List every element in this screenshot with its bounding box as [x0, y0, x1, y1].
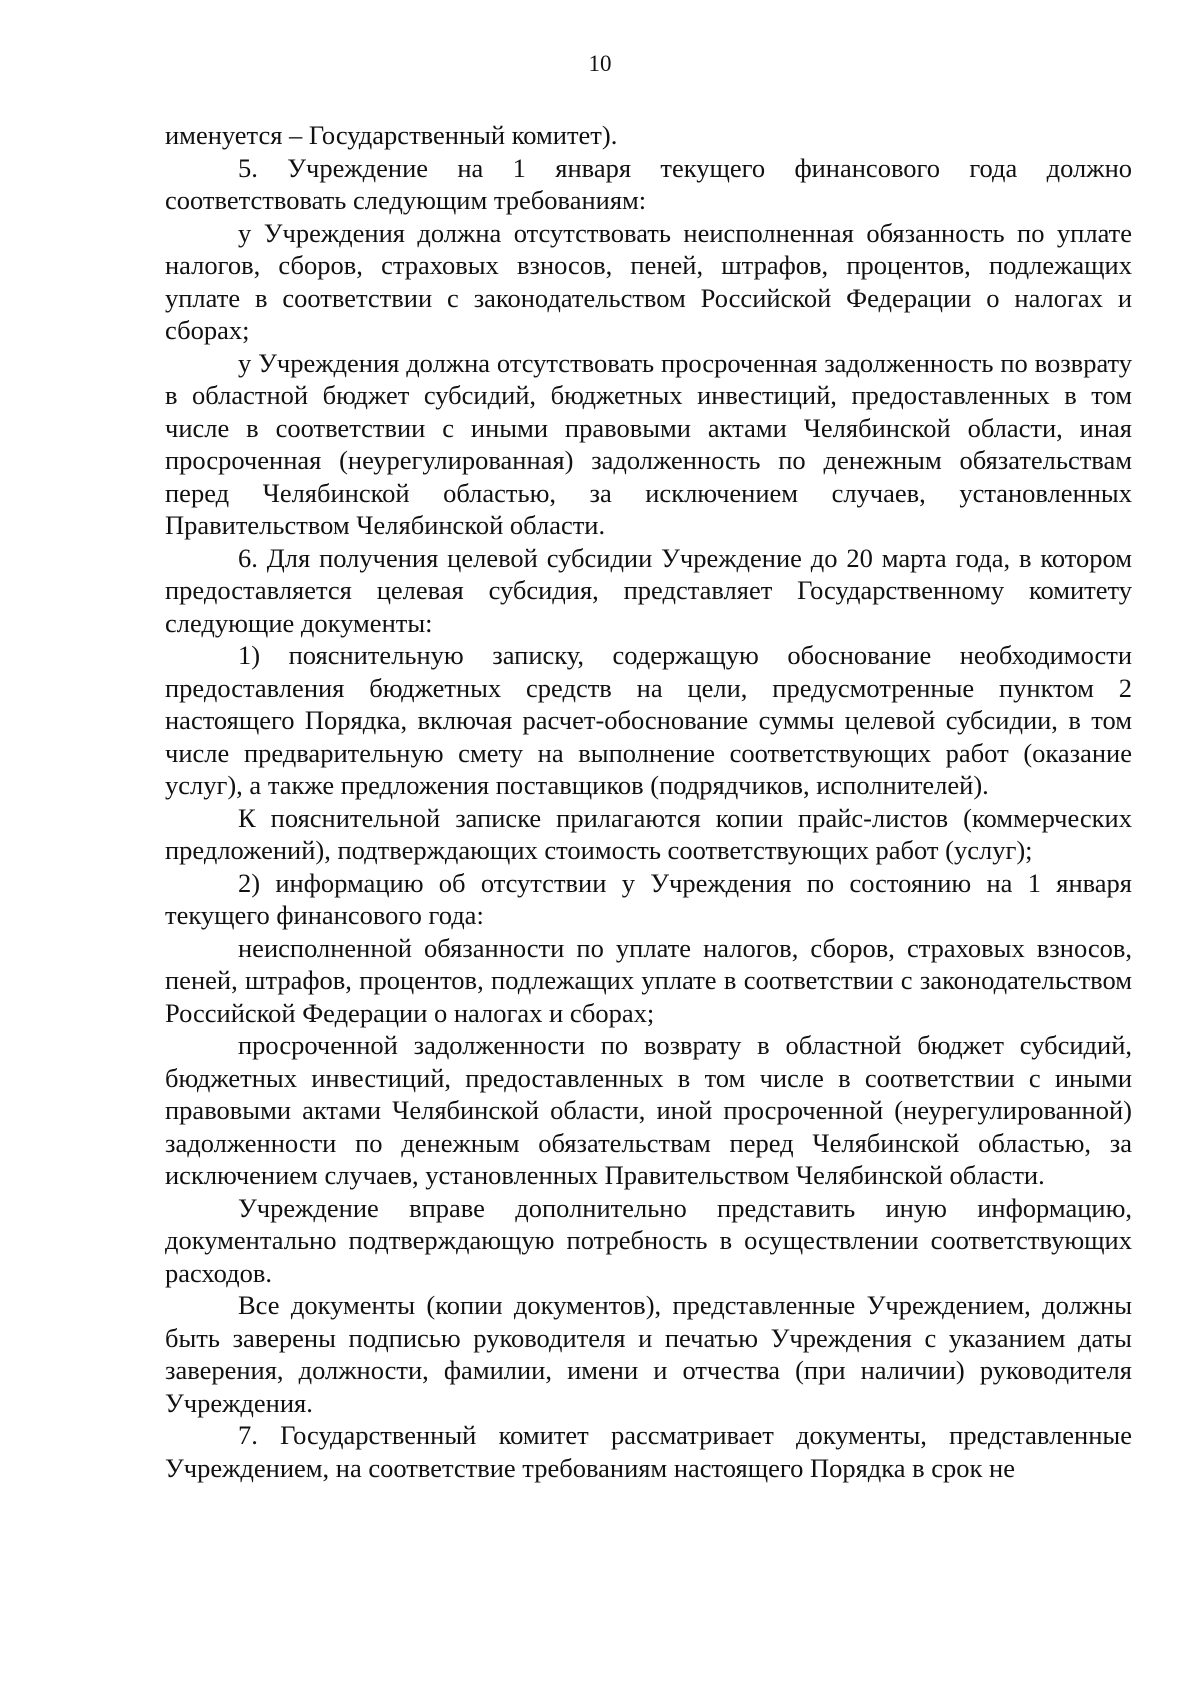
- paragraph-requirement-taxes: у Учреждения должна отсутствовать неисполненная обязанность по уплате налогов, сборов, страховых взносов, пеней, штрафов, процентов, подлежащих уплате в соответствии с законодательством Российской Федерации о налогах и сборах;: [165, 217, 1132, 345]
- paragraph-item-2-debt: просроченной задолженности по возврату в областной бюджет субсидий, бюджетных инвестиций, предоставленных в том числе в соответствии с иными правовыми актами Челябинской области, иной просроченной (неурегулированной) задолженности по денежным обязательствам перед Челябинской областью, за исключением случаев, установленных Правительством Челябинской области.: [165, 1030, 1132, 1190]
- paragraph-item-2-taxes: неисполненной обязанности по уплате налогов, сборов, страховых взносов, пеней, штрафов, процентов, подлежащих уплате в соответствии с законодательством Российской Федерации о налогах и сборах;: [165, 932, 1132, 1028]
- paragraph-clause-5: 5. Учреждение на 1 января текущего финансового года должно соответствовать следующим требованиям:: [165, 152, 1132, 215]
- paragraph-clause-7: 7. Государственный комитет рассматривает документы, представленные Учреждением, на соответствие требованиям настоящего Порядка в срок не: [165, 1420, 1132, 1483]
- paragraph-item-1: 1) пояснительную записку, содержащую обоснование необходимости предоставления бюджетных средств на цели, предусмотренные пунктом 2 настоящего Порядка, включая расчет-обоснование суммы целевой субсидии, в том числе предварительную смету на выполнение соответствующих работ (оказание услуг), а также предложения поставщиков (подрядчиков, исполнителей).: [165, 640, 1132, 800]
- document-body: [165, 119, 1132, 1484]
- paragraph-continuation: именуется – Государственный комитет).: [165, 120, 618, 150]
- paragraph-item-2: 2) информацию об отсутствии у Учреждения по состоянию на 1 января текущего финансового года:: [165, 867, 1132, 930]
- paragraph-clause-6: 6. Для получения целевой субсидии Учреждение до 20 марта года, в котором предоставляется целевая субсидия, представляет Государственному комитету следующие документы:: [165, 542, 1132, 638]
- paragraph-additional-info: Учреждение вправе дополнительно представить иную информацию, документально подтверждающую потребность в осуществлении соответствующих расходов.: [165, 1192, 1132, 1288]
- page-number: 10: [588, 51, 612, 76]
- paragraph-certification: Все документы (копии документов), представленные Учреждением, должны быть заверены подписью руководителя и печатью Учреждения с указанием даты заверения, должности, фамилии, имени и отчества (при наличии) руководителя Учреждения.: [165, 1290, 1132, 1418]
- paragraph-requirement-debt: у Учреждения должна отсутствовать просроченная задолженность по возврату в областной бюджет субсидий, бюджетных инвестиций, предоставленных в том числе в соответствии с иными правовыми актами Челябинской области, иная просроченная (неурегулированная) задолженность по денежным обязательствам перед Челябинской областью, за исключением случаев, установленных Правительством Челябинской области.: [165, 347, 1132, 540]
- paragraph-attachments: К пояснительной записке прилагаются копии прайс-листов (коммерческих предложений), подтверждающих стоимость соответствующих работ (услуг);: [165, 802, 1132, 865]
